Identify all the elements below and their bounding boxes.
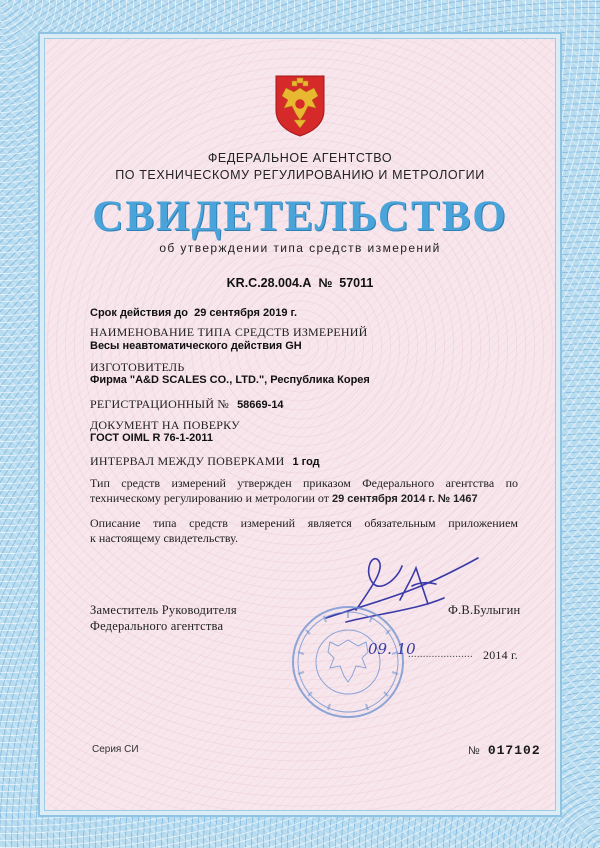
registration-line — [90, 395, 284, 413]
agency-line-1: ФЕДЕРАЛЬНОЕ АГЕНТСТВО — [207, 151, 393, 165]
agency-line-2: ПО ТЕХНИЧЕСКОМУ РЕГУЛИРОВАНИЮ И МЕТРОЛОГИИ — [115, 168, 485, 182]
verification-doc-label: ДОКУМЕНТ НА ПОВЕРКУ — [90, 418, 240, 432]
approval-number-sign: № — [437, 493, 451, 505]
approval-line-1: Тип средств измерений утвержден приказом Федерального агентства по — [90, 476, 518, 490]
coat-of-arms-icon — [272, 74, 328, 138]
signatory-name: Ф.В.Булыгин — [448, 603, 521, 617]
signatory-position-line-2: Федерального агентства — [90, 619, 224, 633]
approval-date: 29 сентября 2014 г. — [332, 493, 435, 505]
description-line-1: Описание типа средств измерений является обязательным приложением — [90, 516, 518, 530]
series-label: Серия СИ — [92, 744, 139, 755]
serial-number-block — [468, 741, 541, 759]
type-name-label: НАИМЕНОВАНИЕ ТИПА СРЕДСТВ ИЗМЕРЕНИЙ — [90, 325, 368, 339]
validity-value: 29 сентября 2019 г. — [194, 307, 298, 319]
validity-line — [90, 307, 297, 319]
handwritten-date: 09. 10 — [368, 640, 416, 658]
manufacturer-label: ИЗГОТОВИТЕЛЬ — [90, 360, 185, 374]
number-sign: № — [318, 276, 333, 290]
approval-paragraph — [90, 476, 518, 507]
signatory-position-line-1: Заместитель Руководителя — [90, 603, 237, 617]
validity-label: Срок действия до — [90, 307, 189, 319]
date-dots: ...................... — [408, 648, 473, 660]
registration-label: РЕГИСТРАЦИОННЫЙ № — [90, 397, 230, 411]
serial-number-sign: № — [468, 745, 480, 757]
registration-value: 58669-14 — [237, 399, 284, 411]
verification-doc-value: ГОСТ OIML R 76-1-2011 — [90, 432, 213, 444]
description-line-2: к настоящему свидетельству. — [90, 531, 238, 545]
interval-value: 1 год — [292, 456, 320, 468]
serial-number: 017102 — [487, 743, 541, 758]
approval-line-2 — [90, 491, 518, 507]
agency-name — [0, 150, 600, 184]
type-name-value: Весы неавтоматического действия GH — [90, 340, 302, 352]
manufacturer-value: Фирма "A&D SCALES CO., LTD.", Республика Корея — [90, 374, 370, 386]
signature-year: 2014 г. — [483, 648, 518, 662]
official-seal-icon — [290, 604, 406, 720]
approval-line-2-text: техническому регулированию и метрологии от — [90, 491, 330, 505]
approval-number: 1467 — [453, 493, 478, 505]
certificate-title: СВИДЕТЕЛЬСТВО — [92, 193, 508, 240]
certificate-code: KR.C.28.004.A — [226, 276, 312, 290]
certificate-number — [0, 276, 600, 290]
interval-label: ИНТЕРВАЛ МЕЖДУ ПОВЕРКАМИ — [90, 454, 285, 468]
description-paragraph — [90, 516, 518, 546]
interval-line — [90, 452, 320, 470]
certificate-subtitle: об утверждении типа средств измерений — [159, 241, 441, 255]
certificate-number-value: 57011 — [339, 276, 374, 290]
